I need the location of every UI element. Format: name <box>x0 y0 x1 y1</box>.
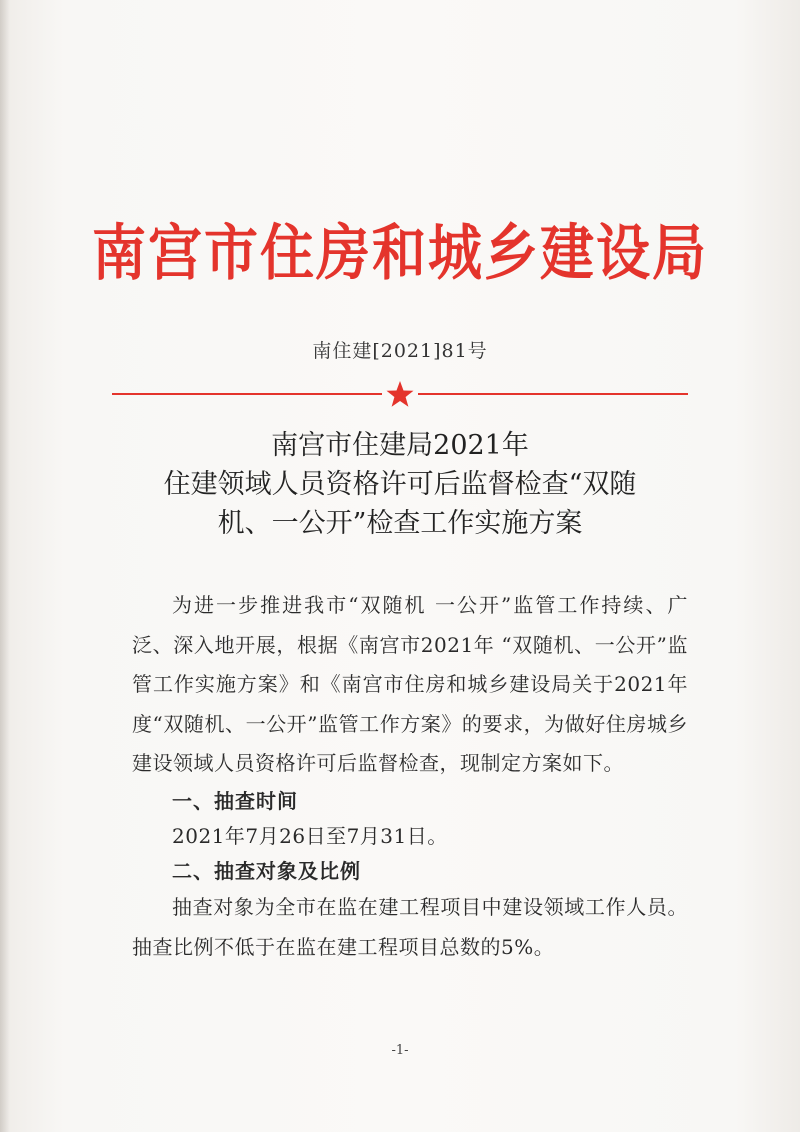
section-2-heading: 二、抽查对象及比例 <box>172 858 361 883</box>
title-line-2: 住建领域人员资格许可后监督检查“双随 <box>163 469 637 500</box>
red-star-icon <box>385 380 415 408</box>
page-number: -1- <box>391 1043 409 1058</box>
section-1-heading: 一、抽查时间 <box>172 788 298 813</box>
title-line-3: 机、一公开”检查工作实施方案 <box>217 508 583 539</box>
section-1-text: 2021年7月26日至7月31日。 <box>172 823 448 848</box>
divider-line-right <box>418 393 688 395</box>
page-edge-shadow <box>0 0 10 1132</box>
intro-paragraph: 为进一步推进我市“双随机 一公开”监管工作持续、广泛、深入地开展，根据《南宫市2021年 “双随机、一公开”监管工作实施方案》和《南宫市住房和城乡建设局关于2021年度“双随机、一公开”监管工作方案》的要求，为做好住房城乡建设领域人员资格许可后监督检查，现制定方案如下。 <box>132 593 688 776</box>
document-title <box>100 426 700 543</box>
document-body <box>132 586 688 967</box>
red-divider <box>112 380 688 408</box>
agency-name-header: 南宫市住房和城乡建设局 <box>92 216 708 288</box>
document-number: 南住建[2021]81号 <box>312 340 488 362</box>
title-line-1: 南宫市住建局2021年 <box>271 430 529 461</box>
divider-line-left <box>112 393 382 395</box>
section-2-text: 抽查对象为全市在监在建工程项目中建设领域工作人员。抽查比例不低于在监在建工程项目总数的5%。 <box>132 894 688 959</box>
